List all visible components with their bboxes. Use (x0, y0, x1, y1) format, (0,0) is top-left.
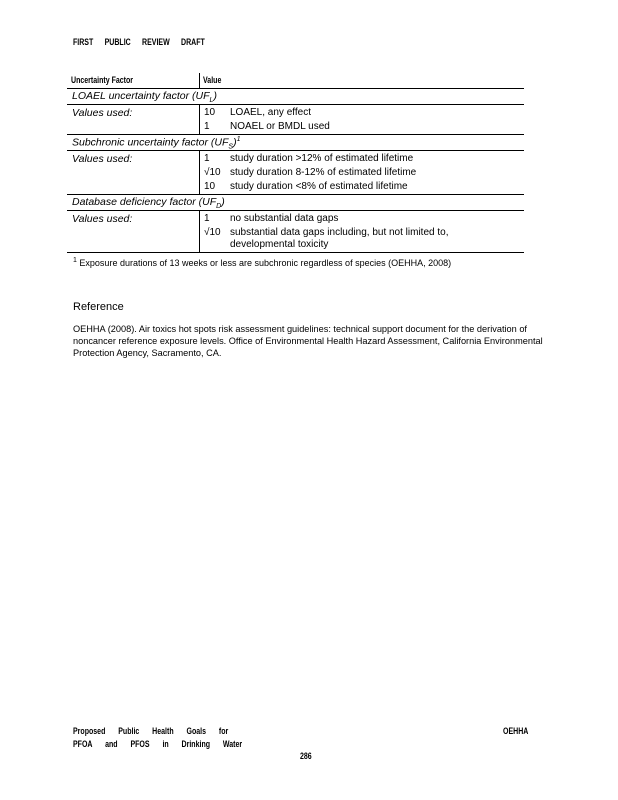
section-title: Subchronic uncertainty factor $(UF_S)^1$ (72, 136, 241, 151)
section-title: LOAEL uncertainty factor $(UF_L)$ (72, 90, 217, 105)
values-label: Values used: (72, 107, 133, 119)
reference-heading: Reference (73, 301, 124, 313)
factor-value: 1 (204, 213, 210, 224)
factor-description: NOAEL or BMDL used (230, 121, 330, 132)
section-subchronic (67, 135, 524, 151)
footer-title-line1: Proposed Public Health Goals for (73, 726, 229, 736)
factor-value: 10 (204, 181, 216, 192)
section-database-values (67, 211, 524, 253)
values-label: Values used: (72, 153, 133, 165)
factor-description: study duration <8% of estimated lifetime (230, 181, 408, 192)
section-loael-values (67, 105, 524, 135)
section-title: Database deficiency factor $(UF_D)$ (72, 196, 225, 211)
footer-title-line2: PFOA and PFOS in Drinking Water (73, 739, 243, 749)
section-subchronic-values (67, 151, 524, 195)
factor-description: developmental toxicity (230, 239, 329, 250)
factor-description: substantial data gaps including, but not limited to, (230, 227, 449, 238)
uncertainty-factor-table (67, 73, 524, 253)
values-label: Values used: (72, 213, 133, 225)
factor-value: 10 (204, 107, 216, 118)
factor-value: 1 (204, 121, 210, 132)
factor-description: study duration 8-12% of estimated lifetime (230, 167, 417, 178)
reference-citation: OEHHA (2008). Air toxics hot spots risk assessment guidelines: technical support document for the derivation of noncancer reference exposure levels. Office of Environmental Health Hazard Assessment, California Environmental Protection Agency, Sacramento, CA. (73, 324, 543, 358)
draft-header: FIRST PUBLIC REVIEW DRAFT (73, 37, 205, 47)
section-database (67, 195, 524, 211)
table-header-row (67, 73, 524, 89)
footer-agency: OEHHA (503, 726, 529, 736)
factor-description: LOAEL, any effect (230, 107, 311, 118)
factor-value: √10 (204, 167, 221, 178)
factor-description: no substantial data gaps (230, 213, 339, 224)
column-header-value: Value (203, 75, 222, 85)
factor-value: √10 (204, 227, 221, 238)
factor-description: study duration >12% of estimated lifetime (230, 153, 414, 164)
table-footnote: $^1$ Exposure durations of 13 weeks or less are subchronic regardless of species (OEHHA, 2008) (73, 257, 452, 268)
section-loael (67, 89, 524, 105)
factor-value: 1 (204, 153, 210, 164)
page-number: 286 (300, 751, 312, 761)
column-header-factor: Uncertainty Factor (71, 75, 134, 85)
